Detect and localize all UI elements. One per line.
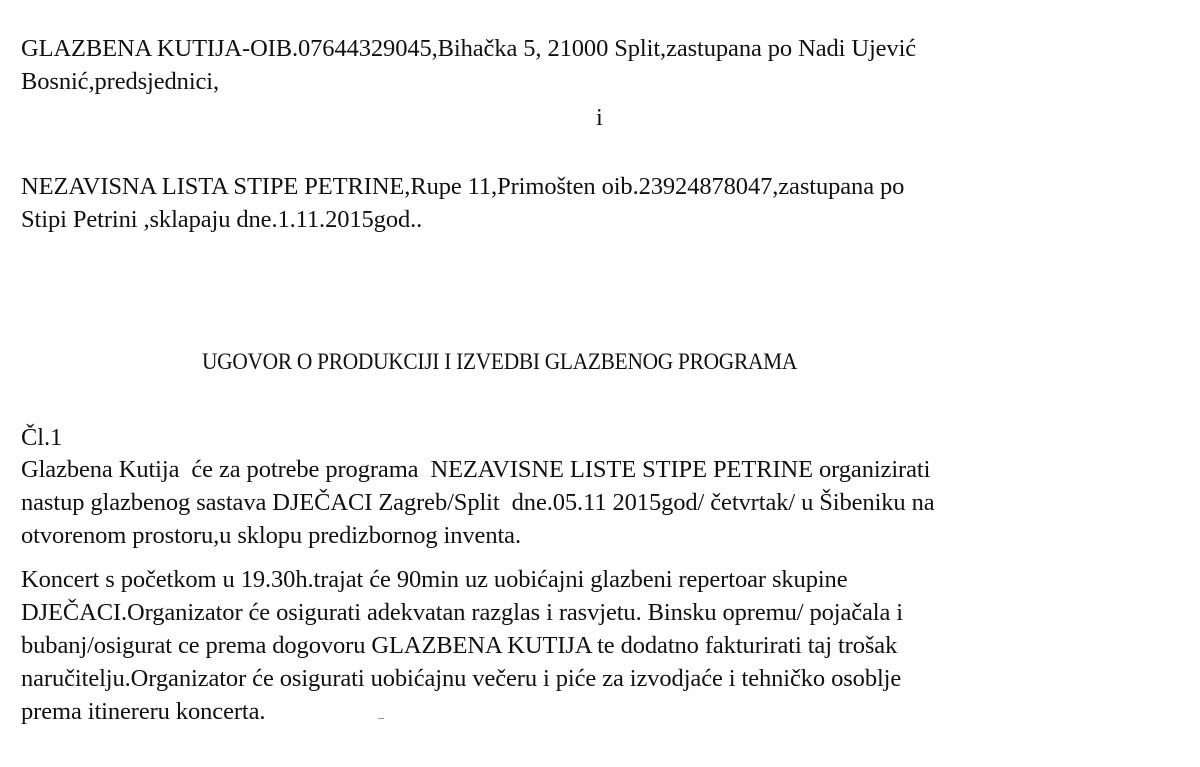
article-line: otvorenom prostoru,u sklopu predizbornog inventa. [21,522,521,549]
conjunction-and: i [596,104,603,131]
party2-line2: Stipi Petrini ,sklapaju dne.1.11.2015god.. [21,206,423,233]
party1-line2: Bosnić,predsjednici, [21,68,220,95]
party1-line1: GLAZBENA KUTIJA-OIB.07644329045,Bihačka 5, 21000 Split,zastupana po Nadi Ujević [21,35,917,62]
article-line: Koncert s početkom u 19.30h.trajat će 90min uz uobićajni glazbeni repertoar skupine [21,566,848,593]
article-line: bubanj/osigurat ce prema dogovoru GLAZBENA KUTIJA te dodatno fakturirati taj trošak [21,632,898,659]
article-line: nastup glazbenog sastava DJEČACI Zagreb/Split dne.05.11 2015god/ četvrtak/ u Šibeniku na [21,489,935,516]
article-line: Glazbena Kutija će za potrebe programa NEZAVISNE LISTE STIPE PETRINE organizirati [21,456,931,483]
contract-title: UGOVOR O PRODUKCIJI I IZVEDBI GLAZBENOG PROGRAMA [202,349,798,374]
article-heading: Čl.1 [21,424,63,451]
article-line: naručitelju.Organizator će osigurati uobićajnu večeru i piće za izvodjaće i tehničko osoblje [21,665,902,692]
article-line: DJEČACI.Organizator će osigurati adekvatan razglas i rasvjetu. Binsku opremu/ pojačala i [21,599,904,626]
party2-line1: NEZAVISNA LISTA STIPE PETRINE,Rupe 11,Primošten oib.23924878047,zastupana po [21,173,905,200]
article-line: prema itinereru koncerta. [21,698,266,725]
scan-speck [378,718,384,719]
